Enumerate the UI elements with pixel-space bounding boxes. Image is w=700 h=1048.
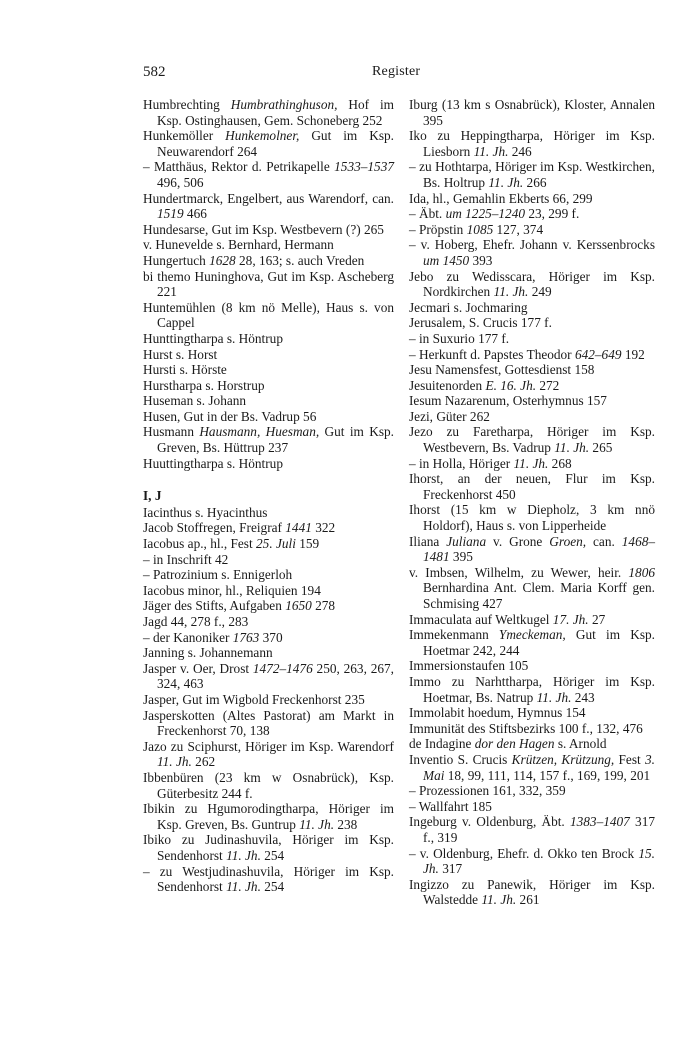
running-head: Register (372, 64, 421, 79)
index-entry: v. Imbsen, Wilhelm, zu Wewer, heir. 1806 Bernhardina Ant. Clem. Maria Korff gen. Schmising 427 (409, 564, 655, 611)
index-entry: Iko zu Heppingtharpa, Höriger im Ksp. Liesborn 11. Jh. 246 (409, 128, 655, 159)
index-entry: Ingeburg v. Oldenburg, Äbt. 1383–1407 317 f., 319 (409, 814, 655, 845)
index-entry: Hunttingtharpa s. Höntrup (143, 330, 283, 346)
index-entry: Inventio S. Crucis Krützen, Krützung, Fest 3. Mai 18, 99, 111, 114, 157 f., 169, 199, 201 (409, 751, 655, 783)
index-entry: – Wallfahrt 185 (409, 798, 492, 814)
index-entry: Ibiko zu Judinashuvila, Höriger im Ksp. Sendenhorst 11. Jh. 254 (143, 832, 394, 863)
index-entry: Ingizzo zu Panewik, Höriger im Ksp. Walstedde 11. Jh. 261 (409, 876, 655, 908)
index-entry: – in Inschrift 42 (143, 551, 229, 567)
index-entry: Huuttingtharpa s. Höntrup (143, 455, 283, 471)
index-entry: Hurstharpa s. Horstrup (143, 377, 265, 393)
index-entry: Iacobus minor, hl., Reliquien 194 (143, 582, 321, 598)
index-entry: – zu Hothtarpa, Höriger im Ksp. Westkirchen, Bs. Holtrup 11. Jh. 266 (409, 159, 655, 190)
index-entry: Immunität des Stiftsbezirks 100 f., 132, 476 (409, 720, 643, 736)
index-entry: Jezi, Güter 262 (409, 408, 490, 424)
index-entry: Husmann Hausmann, Huesman, Gut im Ksp. Greven, Bs. Hüttrup 237 (143, 424, 394, 456)
index-entry: Hurst s. Horst (143, 346, 218, 362)
index-entry: Immekenmann Ymeckeman, Gut im Ksp. Hoetmar 242, 244 (409, 627, 655, 658)
index-entry: Janning s. Johannemann (143, 645, 273, 661)
index-entry: Jazo zu Sciphurst, Höriger im Ksp. Warendorf 11. Jh. 262 (143, 738, 394, 770)
index-entry: Iliana Juliana v. Grone Groen, can. 1468–1481 395 (409, 533, 656, 565)
index-entry: Ida, hl., Gemahlin Ekberts 66, 299 (409, 190, 593, 206)
index-entry: – v. Hoberg, Ehefr. Johann v. Kerssenbrocks um 1450 393 (409, 237, 655, 268)
index-entry: bi themo Huninghova, Gut im Ksp. Ascheberg 221 (143, 268, 394, 300)
index-entry: – Patrozinium s. Ennigerloh (143, 567, 293, 583)
index-entry: Ibbenbüren (23 km w Osnabrück), Ksp. Güterbesitz 244 f. (143, 769, 394, 801)
index-entry: Hundertmarck, Engelbert, aus Warendorf, can. 1519 466 (143, 190, 394, 222)
index-entry: Hursti s. Hörste (143, 362, 227, 378)
index-column-left (143, 97, 394, 895)
index-entry: Jebo zu Wedisscara, Höriger im Ksp. Nordkirchen 11. Jh. 249 (409, 268, 655, 300)
index-entry: Hunkemöller Hunkemolner, Gut im Ksp. Neuwarendorf 264 (143, 128, 394, 159)
index-entry: Jerusalem, S. Crucis 177 f. (409, 315, 552, 331)
page-number: 582 (143, 64, 166, 80)
index-entry: – Matthäus, Rektor d. Petrikapelle 1533–1537 496, 506 (143, 159, 394, 190)
index-entry: Husen, Gut in der Bs. Vadrup 56 (143, 408, 317, 424)
index-entry: Jagd 44, 278 f., 283 (143, 614, 249, 629)
index-entry: Iacobus ap., hl., Fest 25. Juli 159 (143, 536, 320, 552)
index-entry: de Indagine dor den Hagen s. Arnold (409, 736, 607, 752)
section-heading: I, J (143, 488, 162, 504)
index-entry: Huseman s. Johann (143, 393, 247, 409)
index-entry: Humbrechting Humbrathinghuson, Hof im Ksp. Ostinghausen, Gem. Schoneberg 252 (143, 97, 394, 128)
index-entry: – Prozessionen 161, 332, 359 (409, 783, 566, 799)
index-entry: – v. Oldenburg, Ehefr. d. Okko ten Brock 15. Jh. 317 (409, 845, 655, 877)
index-entry: – Herkunft d. Papstes Theodor 642–649 192 (409, 346, 645, 362)
index-entry: v. Hunevelde s. Bernhard, Hermann (143, 237, 334, 253)
index-entry: Iburg (13 km s Osnabrück), Kloster, Annalen 395 (409, 97, 655, 128)
index-entry: Immaculata auf Weltkugel 17. Jh. 27 (409, 611, 606, 627)
index-entry: Immo zu Narhttharpa, Höriger im Ksp. Hoetmar, Bs. Natrup 11. Jh. 243 (409, 673, 655, 705)
index-entry: Jäger des Stifts, Aufgaben 1650 278 (143, 598, 336, 614)
index-entry: Jecmari s. Jochmaring (409, 299, 528, 315)
index-entry: Ihorst, an der neuen, Flur im Ksp. Freckenhorst 450 (409, 471, 655, 502)
index-entry: Iesum Nazarenum, Osterhymnus 157 (409, 393, 607, 409)
index-entry: Jasperskotten (Altes Pastorat) am Markt in Freckenhorst 70, 138 (143, 707, 394, 739)
index-entry: Jesuitenorden E. 16. Jh. 272 (409, 377, 560, 393)
index-entry: Immersionstaufen 105 (409, 658, 529, 674)
index-entry: – Pröpstin 1085 127, 374 (409, 221, 544, 237)
index-entry: Huntemühlen (8 km nö Melle), Haus s. von Cappel (143, 299, 394, 331)
index-entry: Ihorst (15 km w Diepholz, 3 km nnö Holdorf), Haus s. von Lipperheide (409, 502, 655, 534)
index-column-right (409, 97, 655, 908)
index-entry: – in Holla, Höriger 11. Jh. 268 (409, 455, 572, 471)
index-entry: Jesu Namensfest, Gottesdienst 158 (409, 362, 595, 378)
index-entry: Jasper, Gut im Wigbold Freckenhorst 235 (143, 691, 365, 707)
index-entry: Jacob Stoffregen, Freigraf 1441 322 (143, 520, 336, 536)
index-entry: Ibikin zu Hgumorodingtharpa, Höriger im Ksp. Greven, Bs. Guntrup 11. Jh. 238 (143, 801, 394, 832)
index-entry: Immolabit hoedum, Hymnus 154 (409, 705, 586, 721)
index-entry: – der Kanoniker 1763 370 (143, 629, 283, 645)
index-entry: Jezo zu Faretharpa, Höriger im Ksp. Westbevern, Bs. Vadrup 11. Jh. 265 (409, 424, 655, 456)
index-entry: – in Suxurio 177 f. (409, 330, 510, 346)
index-entry: Hungertuch 1628 28, 163; s. auch Vreden (143, 252, 365, 268)
index-entry: – Äbt. um 1225–1240 23, 299 f. (409, 206, 580, 222)
index-entry: Hundesarse, Gut im Ksp. Westbevern (?) 265 (143, 221, 384, 237)
index-entry: Jasper v. Oer, Drost 1472–1476 250, 263, 267, 324, 463 (143, 660, 394, 692)
index-entry: – zu Westjudinashuvila, Höriger im Ksp. Sendenhorst 11. Jh. 254 (143, 863, 394, 895)
index-entry: Iacinthus s. Hyacinthus (143, 504, 268, 520)
